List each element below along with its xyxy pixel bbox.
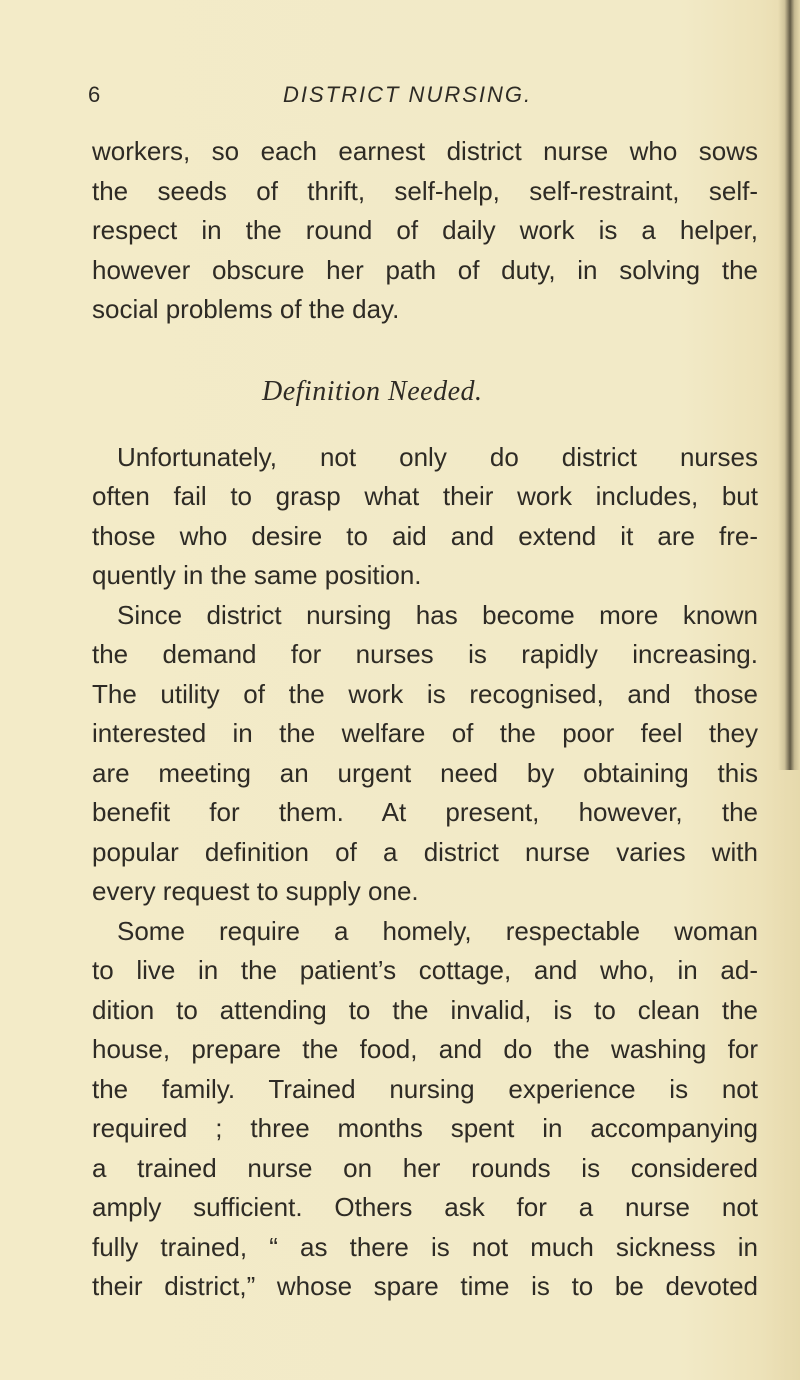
text-line: every request to supply one. — [92, 876, 419, 906]
text-line: are meeting an urgent need by obtaining this — [92, 757, 758, 788]
text-line: quently in the same position. — [92, 560, 422, 590]
book-spine-shadow — [778, 0, 800, 770]
text-line: the seeds of thrift, self-help, self-restraint, self- — [92, 175, 758, 206]
text-line: amply sufficient. Others ask for a nurse not — [92, 1192, 758, 1222]
text-line: Since district nursing has become more known — [117, 599, 758, 630]
text-line: social problems of the day. — [92, 294, 400, 324]
paragraph-4 — [92, 912, 758, 1307]
text-line: workers, so each earnest district nurse who sows — [92, 136, 758, 166]
text-line: Unfortunately, not only do district nurses — [117, 441, 758, 472]
text-line: respect in the round of daily work is a helper, — [92, 215, 758, 245]
text-line: interested in the welfare of the poor feel they — [92, 718, 758, 748]
text-line: Some require a homely, respectable woman — [117, 915, 758, 946]
text-line: The utility of the work is recognised, and those — [92, 678, 758, 709]
text-line: required ; three months spent in accompanying — [92, 1113, 758, 1143]
text-line: their district,” whose spare time is to be devoted — [92, 1271, 758, 1301]
text-line: often fail to grasp what their work includes, but — [92, 481, 758, 511]
text-line: a trained nurse on her rounds is considered — [92, 1152, 758, 1183]
section-heading: Definition Needed. — [262, 375, 483, 407]
text-line: dition to attending to the invalid, is to clean the — [92, 994, 758, 1025]
text-line: those who desire to aid and extend it are fre- — [92, 520, 758, 551]
text-line: house, prepare the food, and do the washing for — [92, 1034, 758, 1064]
text-line: the family. Trained nursing experience is not — [92, 1073, 758, 1104]
body-text — [92, 132, 758, 1307]
text-line: popular definition of a district nurse varies with — [92, 836, 758, 867]
paragraph-2 — [92, 438, 758, 596]
paragraph-3 — [92, 596, 758, 912]
text-line: however obscure her path of duty, in solving the — [92, 254, 758, 285]
page-number: 6 — [88, 82, 102, 107]
text-line: benefit for them. At present, however, the — [92, 797, 758, 827]
text-line: fully trained, “ as there is not much sickness in — [92, 1231, 758, 1262]
text-line: the demand for nurses is rapidly increasing. — [92, 639, 758, 669]
paragraph-1 — [92, 132, 758, 330]
running-head: DISTRICT NURSING. — [283, 82, 533, 107]
page-header — [0, 82, 800, 112]
text-line: to live in the patient’s cottage, and who, in ad- — [92, 955, 758, 985]
